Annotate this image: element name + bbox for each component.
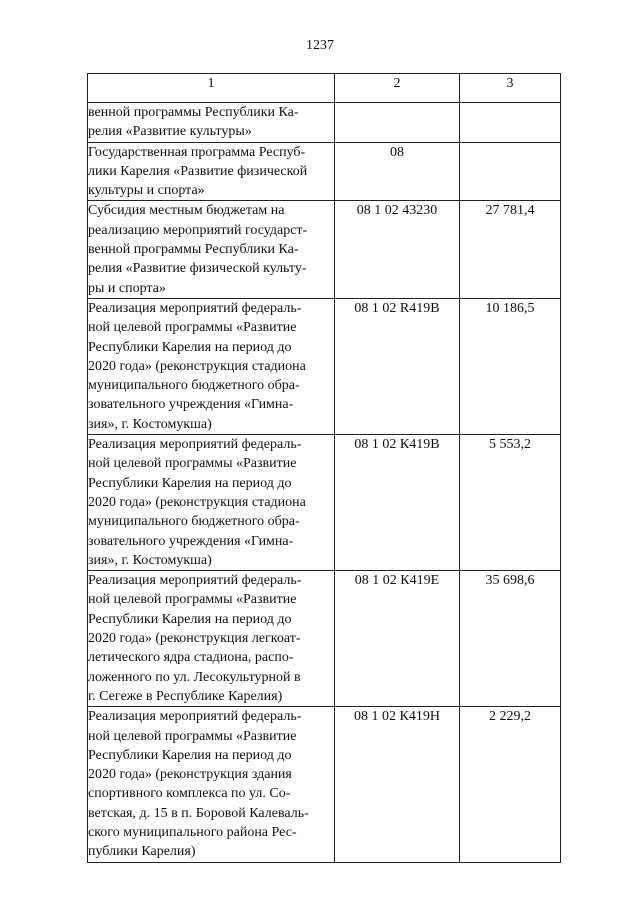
program-name-line: 2020 года» (реконструкция стадиона bbox=[88, 358, 306, 374]
column-header-1: 1 bbox=[88, 74, 335, 103]
program-name-line: 2020 года» (реконструкция стадиона bbox=[88, 494, 306, 510]
program-name-line: культуры и спорта» bbox=[88, 183, 205, 199]
table-row bbox=[88, 298, 561, 434]
program-name-cell bbox=[88, 435, 335, 571]
program-name-cell bbox=[88, 571, 335, 707]
program-name-line: лики Карелия «Развитие физической bbox=[88, 163, 308, 179]
amount-cell: 10 186,5 bbox=[460, 298, 561, 434]
program-name-line: 2020 года» (реконструкция здания bbox=[88, 767, 292, 783]
table-row bbox=[88, 571, 561, 707]
amount-cell: 5 553,2 bbox=[460, 435, 561, 571]
program-name-line: ского муниципального района Рес- bbox=[88, 824, 297, 840]
program-name-line: публики Карелия) bbox=[88, 844, 196, 860]
table-row bbox=[88, 707, 561, 862]
program-name-line: ной целевой программы «Развитие bbox=[88, 592, 297, 608]
amount-cell bbox=[460, 142, 561, 201]
amount-cell: 2 229,2 bbox=[460, 707, 561, 862]
budget-table bbox=[87, 73, 561, 863]
column-header-3: 3 bbox=[460, 74, 561, 103]
program-name-line: венной программы Республики Ка- bbox=[88, 105, 299, 120]
budget-code-cell: 08 1 02 К419Н bbox=[335, 707, 460, 862]
program-name-line: Республики Карелия на период до bbox=[88, 475, 292, 491]
program-name-line: зовательного учреждения «Гимна- bbox=[88, 397, 294, 413]
program-name-line: Реализация мероприятий федераль- bbox=[88, 709, 302, 725]
program-name-line: летического ядра стадиона, распо- bbox=[88, 650, 294, 666]
program-name-cell bbox=[88, 142, 335, 201]
budget-code-cell: 08 1 02 R419В bbox=[335, 298, 460, 434]
program-name-line: Реализация мероприятий федераль- bbox=[88, 300, 302, 316]
column-header-2: 2 bbox=[335, 74, 460, 103]
table-row bbox=[88, 142, 561, 201]
program-name-line: муниципального бюджетного обра- bbox=[88, 378, 300, 394]
table-row bbox=[88, 201, 561, 298]
amount-cell: 27 781,4 bbox=[460, 201, 561, 298]
program-name-line: Реализация мероприятий федераль- bbox=[88, 573, 302, 589]
program-name-line: реализацию мероприятий государст- bbox=[88, 222, 308, 238]
program-name-line: ной целевой программы «Развитие bbox=[88, 456, 297, 472]
program-name-line: венной программы Республики Ка- bbox=[88, 242, 299, 258]
program-name-line: релия «Развитие физической культу- bbox=[88, 261, 307, 277]
table-row bbox=[88, 103, 561, 143]
program-name-line: Государственная программа Респуб- bbox=[88, 144, 306, 160]
program-name-cell bbox=[88, 201, 335, 298]
budget-code-cell: 08 1 02 К419В bbox=[335, 435, 460, 571]
program-name-line: ветская, д. 15 в п. Боровой Калеваль- bbox=[88, 805, 309, 821]
amount-cell: 35 698,6 bbox=[460, 571, 561, 707]
program-name-line: ной целевой программы «Развитие bbox=[88, 320, 297, 336]
program-name-line: спортивного комплекса по ул. Со- bbox=[88, 786, 291, 802]
program-name-line: г. Сегеже в Республике Карелия) bbox=[88, 688, 283, 704]
budget-code-cell: 08 1 02 43230 bbox=[335, 201, 460, 298]
program-name-line: зия», г. Костомукша) bbox=[88, 416, 212, 432]
program-name-line: зовательного учреждения «Гимна- bbox=[88, 533, 294, 549]
program-name-line: Республики Карелия на период до bbox=[88, 339, 292, 355]
program-name-line: Республики Карелия на период до bbox=[88, 747, 292, 763]
program-name-line: 2020 года» (реконструкция легкоат- bbox=[88, 631, 301, 647]
program-name-line: Республики Карелия на период до bbox=[88, 611, 292, 627]
program-name-line: ры и спорта» bbox=[88, 280, 166, 296]
program-name-line: Реализация мероприятий федераль- bbox=[88, 437, 302, 453]
program-name-cell bbox=[88, 298, 335, 434]
budget-code-cell: 08 bbox=[335, 142, 460, 201]
program-name-line: муниципального бюджетного обра- bbox=[88, 514, 300, 530]
program-name-line: ложенного по ул. Лесокультурной в bbox=[88, 669, 301, 685]
program-name-line: Субсидия местным бюджетам на bbox=[88, 203, 285, 219]
program-name-line: ной целевой программы «Развитие bbox=[88, 728, 297, 744]
table-header-row bbox=[88, 74, 561, 103]
program-name-cell bbox=[88, 103, 335, 143]
table-row bbox=[88, 435, 561, 571]
amount-cell bbox=[460, 103, 561, 143]
program-name-cell bbox=[88, 707, 335, 862]
program-name-line: релия «Развитие культуры» bbox=[88, 124, 252, 140]
program-name-line: зия», г. Костомукша) bbox=[88, 552, 212, 568]
budget-code-cell: 08 1 02 К419Е bbox=[335, 571, 460, 707]
budget-code-cell bbox=[335, 103, 460, 143]
page-number: 1237 bbox=[306, 38, 334, 53]
